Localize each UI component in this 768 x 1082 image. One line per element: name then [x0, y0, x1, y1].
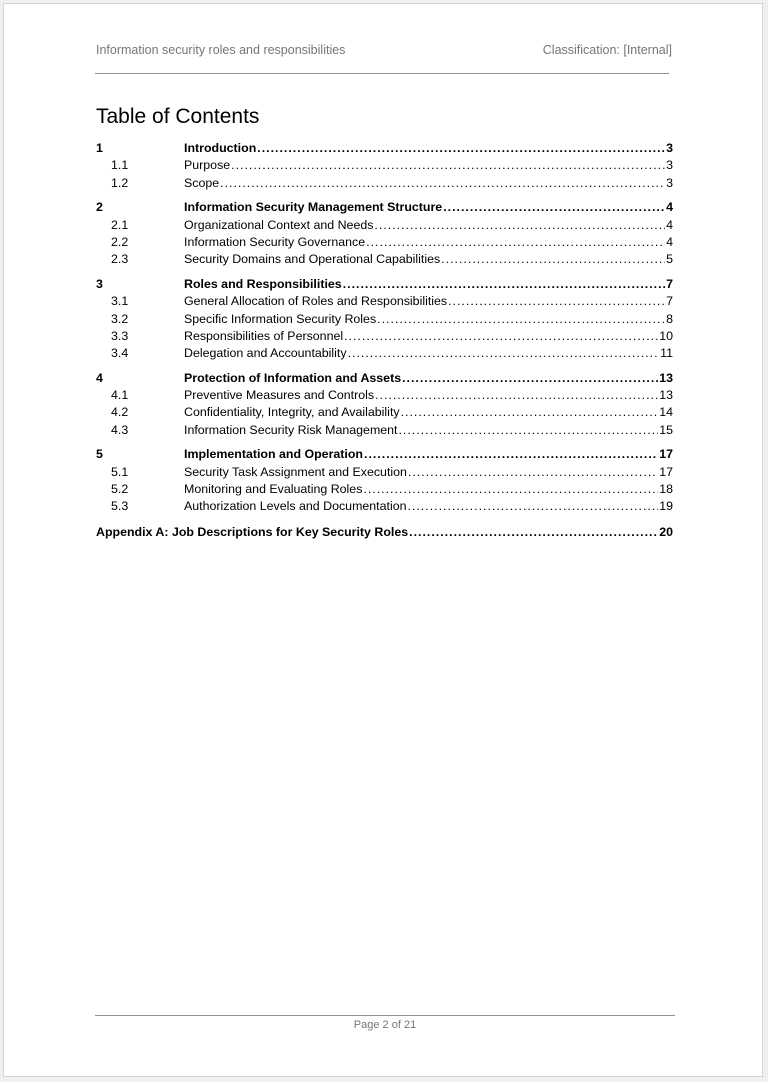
toc-heading: Table of Contents	[96, 105, 260, 128]
toc-entry-page: 3	[666, 158, 673, 173]
toc-entry-number: 1	[96, 141, 103, 155]
toc-subsection-entry[interactable]	[96, 312, 673, 329]
toc-entry-number: 5.2	[111, 482, 129, 497]
toc-chapter-entry[interactable]	[96, 141, 673, 158]
toc-section	[96, 141, 673, 193]
toc-entry-page: 19	[659, 499, 673, 514]
toc-section	[96, 200, 673, 270]
toc-entry-number: 3.1	[111, 294, 129, 309]
toc-entry-page: 17	[659, 447, 673, 462]
toc-entry-page: 11	[660, 346, 673, 361]
toc-entry-number: 3	[96, 276, 103, 291]
toc-entry-title: Organizational Context and Needs	[184, 217, 374, 232]
footer-divider	[95, 1015, 675, 1016]
toc-entry-title: Responsibilities of Personnel	[184, 328, 344, 343]
toc-entry-title: Information Security Risk Management	[184, 422, 398, 437]
toc-dot-leader	[375, 388, 658, 402]
toc-entry-page: 4	[666, 234, 673, 249]
toc-entry-title: Implementation and Operation	[184, 447, 363, 462]
toc-entry-number: 4.1	[111, 388, 129, 403]
toc-entry-title: Confidentiality, Integrity, and Availability	[184, 405, 400, 420]
toc-entry-title: Security Task Assignment and Execution	[184, 464, 407, 479]
toc-entry-number: 1.2	[111, 175, 129, 190]
toc-entry-title: Specific Information Security Roles	[184, 311, 377, 326]
toc-dot-leader	[409, 525, 658, 539]
toc-appendix	[96, 525, 673, 542]
toc-entry-number: 4.3	[111, 422, 129, 437]
toc-entry-title: Security Domains and Operational Capabilities	[184, 252, 441, 267]
toc-dot-leader	[408, 465, 658, 479]
toc-subsection-entry[interactable]	[96, 346, 673, 363]
toc-entry-page: 5	[666, 252, 673, 267]
toc-entry-title: Information Security Governance	[184, 234, 366, 249]
toc-appendix-entry[interactable]	[96, 525, 673, 542]
toc-entry-number: 3.4	[111, 346, 129, 361]
table-of-contents	[96, 141, 673, 542]
toc-entry-number: 2.2	[111, 234, 129, 249]
toc-dot-leader	[366, 235, 665, 249]
toc-entry-number: 2.3	[111, 252, 129, 267]
toc-entry-page: 15	[659, 422, 673, 437]
header-divider	[95, 73, 669, 74]
toc-subsection-entry[interactable]	[96, 329, 673, 346]
toc-section	[96, 371, 673, 441]
toc-entry-title: Protection of Information and Assets	[184, 370, 402, 385]
toc-subsection-entry[interactable]	[96, 158, 673, 175]
toc-chapter-entry[interactable]	[96, 277, 673, 294]
toc-entry-number: 5.3	[111, 499, 129, 514]
toc-subsection-entry[interactable]	[96, 405, 673, 422]
toc-subsection-entry[interactable]	[96, 482, 673, 499]
toc-dot-leader	[407, 499, 658, 513]
toc-dot-leader	[398, 423, 658, 437]
toc-entry-number: 2	[96, 200, 103, 215]
toc-entry-title: Appendix A: Job Descriptions for Key Security Roles	[96, 524, 409, 539]
toc-entry-title: Preventive Measures and Controls	[184, 388, 375, 403]
toc-entry-title: Introduction	[184, 141, 257, 155]
toc-entry-page: 13	[659, 370, 673, 385]
toc-section	[96, 277, 673, 364]
toc-dot-leader	[374, 218, 665, 232]
toc-entry-page: 3	[666, 141, 673, 155]
toc-entry-title: Information Security Management Structure	[184, 200, 443, 215]
footer-page-number: Page 2 of 21	[353, 1019, 417, 1031]
toc-entry-number: 3.3	[111, 328, 129, 343]
toc-dot-leader	[441, 252, 665, 266]
toc-dot-leader	[401, 405, 659, 419]
toc-subsection-entry[interactable]	[96, 388, 673, 405]
toc-subsection-entry[interactable]	[96, 499, 673, 516]
toc-dot-leader	[443, 200, 665, 214]
toc-entry-page: 3	[666, 175, 673, 190]
toc-dot-leader	[377, 312, 665, 326]
toc-entry-page: 17	[659, 464, 673, 479]
toc-subsection-entry[interactable]	[96, 235, 673, 252]
toc-entry-page: 7	[666, 276, 673, 291]
toc-entry-title: Scope	[184, 175, 220, 190]
toc-entry-title: Roles and Responsibilities	[184, 276, 342, 291]
toc-dot-leader	[363, 482, 658, 496]
toc-entry-page: 4	[666, 200, 673, 215]
toc-entry-page: 10	[659, 328, 673, 343]
toc-subsection-entry[interactable]	[96, 465, 673, 482]
toc-subsection-entry[interactable]	[96, 218, 673, 235]
toc-entry-number: 5	[96, 447, 103, 462]
toc-entry-page: 8	[666, 311, 673, 326]
toc-entry-number: 4	[96, 370, 103, 385]
toc-subsection-entry[interactable]	[96, 252, 673, 269]
toc-dot-leader	[364, 447, 658, 461]
toc-dot-leader	[343, 277, 665, 291]
document-page	[3, 3, 763, 1077]
toc-dot-leader	[402, 371, 658, 385]
header-classification: Classification: [Internal]	[542, 43, 672, 57]
toc-dot-leader	[344, 329, 658, 343]
toc-entry-number: 4.2	[111, 405, 129, 420]
toc-dot-leader	[348, 346, 660, 360]
toc-entry-page: 18	[659, 482, 673, 497]
toc-dot-leader	[257, 141, 665, 155]
toc-entry-number: 1.1	[111, 158, 129, 173]
toc-entry-number: 5.1	[111, 464, 129, 479]
toc-entry-title: General Allocation of Roles and Responsibilities	[184, 294, 448, 309]
toc-entry-page: 7	[666, 294, 673, 309]
toc-subsection-entry[interactable]	[96, 423, 673, 440]
toc-entry-number: 3.2	[111, 311, 129, 326]
toc-entry-page: 13	[659, 388, 673, 403]
toc-entry-page: 4	[666, 217, 673, 232]
toc-chapter-entry[interactable]	[96, 447, 673, 464]
toc-entry-page: 14	[659, 405, 673, 420]
toc-chapter-entry[interactable]	[96, 200, 673, 217]
toc-entry-title: Authorization Levels and Documentation	[184, 499, 407, 514]
toc-chapter-entry[interactable]	[96, 371, 673, 388]
toc-subsection-entry[interactable]	[96, 294, 673, 311]
toc-dot-leader	[231, 158, 665, 172]
toc-entry-title: Delegation and Accountability	[184, 346, 347, 361]
toc-entry-number: 2.1	[111, 217, 129, 232]
toc-dot-leader	[448, 294, 665, 308]
toc-section	[96, 447, 673, 517]
toc-dot-leader	[220, 176, 665, 190]
toc-entry-page: 20	[659, 524, 673, 539]
toc-entry-title: Monitoring and Evaluating Roles	[184, 482, 363, 497]
toc-subsection-entry[interactable]	[96, 176, 673, 193]
toc-entry-title: Purpose	[184, 158, 231, 173]
header-document-title: Information security roles and responsibilities	[96, 43, 346, 57]
